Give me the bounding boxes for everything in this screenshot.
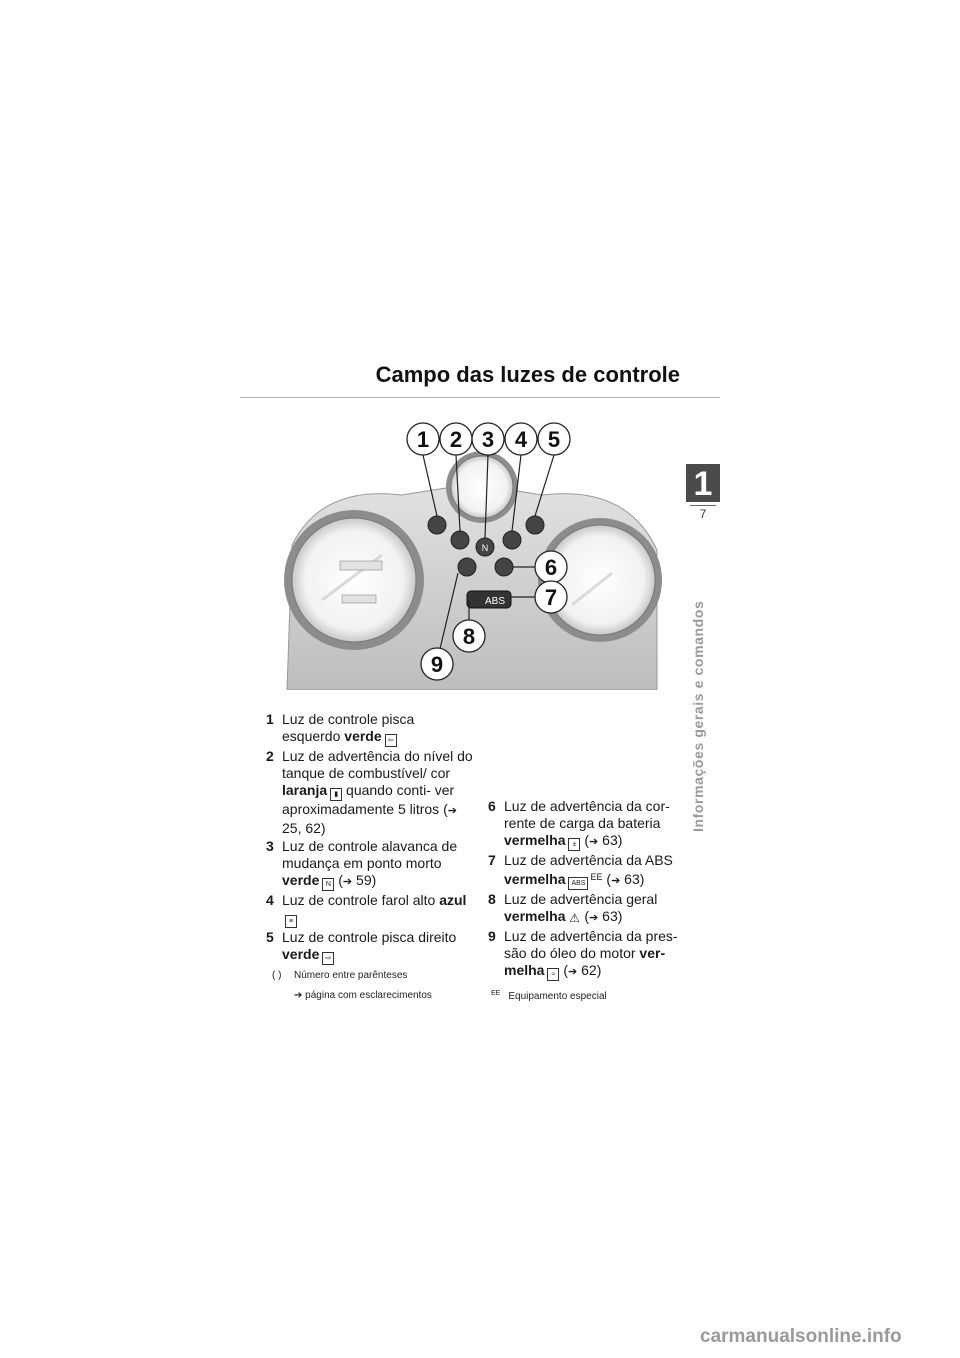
lamp-turn-left (428, 516, 446, 534)
abs-lamp-label: ABS (484, 596, 506, 607)
callout-4: 4 (514, 427, 528, 452)
callout-2: 2 (449, 427, 463, 452)
lamp-turn-right (526, 516, 544, 534)
title-rule (240, 397, 720, 398)
instrument-cluster-figure (282, 415, 662, 690)
legend-item-3: 3 Luz de controle alavanca de mudança em ponto morto verde N (➔ 59) (266, 838, 476, 891)
page-ref-arrow-icon: ➔ (568, 966, 578, 978)
warning-triangle-icon: ⚠ (569, 911, 580, 925)
callout-8: 8 (462, 624, 476, 649)
legend-item-1: 1 Luz de controle pisca esquerdo verde ⇦ (266, 711, 476, 747)
legend-item-4: 4 Luz de controle farol alto azul≡ (266, 892, 476, 928)
footnote-special-equipment: $^{EE}$ Equipamento especial (491, 990, 607, 1002)
watermark: carmanualsonline.info (700, 1326, 902, 1347)
legend-item-2: 2 Luz de advertência do nível do tanque de combustível/ cor laranja ▮ quando conti- ver aproximadamente 5 litros (➔ 25, 62) (266, 748, 473, 836)
legend-item-7: 7 Luz de advertência da ABS vermelha $ABS^{EE}$ (➔ 63) (488, 852, 698, 890)
arrow-right-icon: ⇨ (322, 952, 334, 965)
lamp-fuel (451, 531, 469, 549)
footnote-parentheses: ( ) Número entre parênteses (272, 970, 408, 981)
page-ref-arrow-icon: ➔ (589, 836, 599, 848)
chapter-tab: 1 (686, 464, 720, 502)
legend-column-right (488, 798, 698, 982)
page-number: 7 (699, 507, 707, 521)
callout-5: 5 (547, 427, 561, 452)
callout-6: 6 (544, 555, 558, 580)
chapter-side-label: Informações gerais e comandos (690, 600, 706, 832)
callout-7: 7 (544, 585, 558, 610)
callout-3: 3 (481, 427, 495, 452)
callout-1: 1 (416, 427, 430, 452)
oil-can-icon: ≈ (547, 968, 559, 981)
legend-item-9: 9 Luz de advertência da pres- são do óleo do motor ver- melha ≈ (➔ 62) (488, 928, 698, 981)
chapter-divider (690, 505, 716, 506)
footnote-arrow: ➔ página com esclarecimentos (294, 990, 432, 1001)
neutral-lamp-label: N (481, 543, 489, 553)
page-ref-arrow-icon: ➔ (589, 912, 599, 924)
legend-item-5: 5 Luz de controle pisca direito verde ⇨ (266, 929, 476, 965)
legend-column-left (266, 711, 476, 966)
arrow-left-icon: ⇦ (385, 734, 397, 747)
legend-item-8: 8 Luz de advertência geral vermelha ⚠ (➔ 63) (488, 891, 658, 925)
page-ref-arrow-icon: ➔ (611, 875, 621, 887)
callout-9: 9 (430, 652, 444, 677)
page-ref-arrow-icon: ➔ (342, 876, 353, 888)
lamp-high-beam (503, 531, 521, 549)
battery-icon: ± (568, 838, 580, 851)
page-title: Campo das luzes de controle (375, 362, 680, 387)
fuel-icon: ▮ (330, 788, 342, 801)
lamp-battery (495, 558, 513, 576)
abs-icon: ABS (568, 877, 588, 890)
page-ref-arrow-icon: ➔ (447, 805, 457, 817)
lamp-oil (458, 558, 476, 576)
neutral-icon: N (322, 878, 334, 891)
page-ref-arrow-icon: ➔ (294, 990, 303, 1001)
high-beam-icon: ≡ (285, 915, 297, 928)
legend-item-6: 6 Luz de advertência da cor- rente de carga da bateria vermelha ± (➔ 63) (488, 798, 698, 851)
